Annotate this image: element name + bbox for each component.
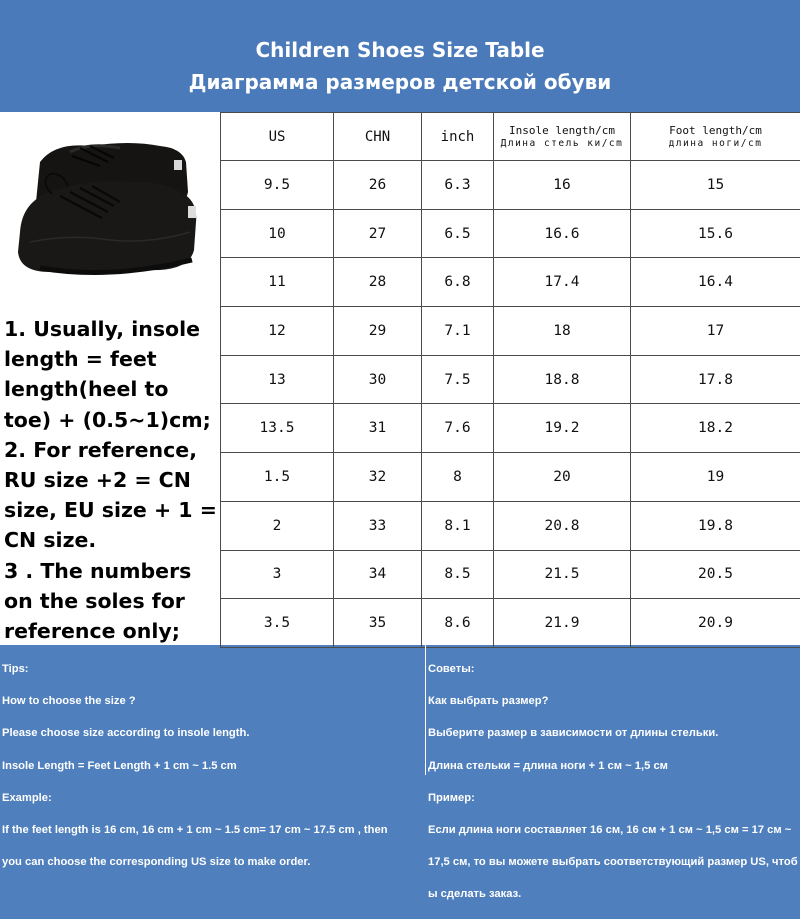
cell-us: 12: [221, 307, 334, 356]
cell-insole: 18: [494, 307, 631, 356]
cell-chn: 26: [334, 161, 422, 210]
cell-foot: 15: [631, 161, 800, 210]
cell-inch: 8.1: [422, 501, 494, 550]
cell-chn: 28: [334, 258, 422, 307]
tips-english: [2, 645, 420, 800]
size-table: [220, 112, 800, 645]
title-russian: Диаграмма размеров детской обуви: [0, 70, 800, 94]
header-inch: inch: [422, 113, 494, 161]
cell-inch: 7.6: [422, 404, 494, 453]
cell-us: 11: [221, 258, 334, 307]
header-us: US: [221, 113, 334, 161]
cell-inch: 8: [422, 453, 494, 502]
header-foot-en: Foot length/cm: [631, 124, 800, 137]
tips-en-line: Please choose size according to insole length.: [2, 725, 420, 741]
cell-insole: 21.5: [494, 550, 631, 599]
cell-inch: 7.1: [422, 307, 494, 356]
table-row: [221, 599, 800, 648]
cell-inch: 8.5: [422, 550, 494, 599]
cell-chn: 27: [334, 209, 422, 258]
cell-inch: 6.5: [422, 209, 494, 258]
table-row: [221, 501, 800, 550]
shoe-image: [10, 122, 210, 282]
cell-insole: 21.9: [494, 599, 631, 648]
tips-en-line: If the feet length is 16 cm, 16 cm + 1 cm ~ 1.5 cm= 17 cm ~ 17.5 cm , then: [2, 822, 420, 838]
cell-chn: 33: [334, 501, 422, 550]
tips-ru-line: Выберите размер в зависимости от длины стельки.: [428, 725, 800, 741]
cell-chn: 35: [334, 599, 422, 648]
table-row: [221, 258, 800, 307]
tips-en-line: Insole Length = Feet Length + 1 cm ~ 1.5 cm: [2, 758, 420, 774]
cell-chn: 30: [334, 355, 422, 404]
cell-us: 2: [221, 501, 334, 550]
cell-foot: 17: [631, 307, 800, 356]
tips-ru-line: 17,5 см, то вы можете выбрать соответствующий размер US, чтоб: [428, 854, 800, 870]
cell-foot: 20.5: [631, 550, 800, 599]
header-foot: [631, 113, 800, 161]
cell-chn: 32: [334, 453, 422, 502]
cell-insole: 18.8: [494, 355, 631, 404]
header-chn: CHN: [334, 113, 422, 161]
cell-inch: 6.8: [422, 258, 494, 307]
tips-en-line: Example:: [2, 790, 420, 806]
header-foot-ru: длина ноги/cm: [631, 137, 800, 150]
tips-russian: [425, 645, 800, 775]
table-row: [221, 404, 800, 453]
cell-us: 3.5: [221, 599, 334, 648]
cell-us: 9.5: [221, 161, 334, 210]
tips-ru-line: Как выбрать размер?: [428, 693, 800, 709]
size-notes: 1. Usually, insole length = feet length(heel to toe) + (0.5~1)cm; 2. For reference, RU size +2 = CN size, EU size + 1 = CN size. 3 . The numbers on the soles for reference only;: [4, 314, 218, 646]
table-header-row: [221, 113, 800, 161]
cell-inch: 8.6: [422, 599, 494, 648]
header-insole: [494, 113, 631, 161]
tips-ru-line: Советы:: [428, 661, 800, 677]
tips-ru-line: Если длина ноги составляет 16 см, 16 см + 1 см ~ 1,5 см = 17 см ~: [428, 822, 800, 838]
cell-us: 10: [221, 209, 334, 258]
tips-ru-line: Длина стельки = длина ноги + 1 см ~ 1,5 см: [428, 758, 800, 774]
cell-foot: 18.2: [631, 404, 800, 453]
cell-chn: 31: [334, 404, 422, 453]
table-row: [221, 453, 800, 502]
cell-insole: 16: [494, 161, 631, 210]
cell-foot: 15.6: [631, 209, 800, 258]
tips-en-line: Tips:: [2, 661, 420, 677]
cell-insole: 16.6: [494, 209, 631, 258]
cell-foot: 20.9: [631, 599, 800, 648]
tips-en-line: How to choose the size ?: [2, 693, 420, 709]
table-row: [221, 550, 800, 599]
cell-insole: 20.8: [494, 501, 631, 550]
header-banner: [0, 0, 800, 112]
cell-insole: 19.2: [494, 404, 631, 453]
cell-inch: 7.5: [422, 355, 494, 404]
cell-foot: 19: [631, 453, 800, 502]
cell-us: 13.5: [221, 404, 334, 453]
tips-ru-line: Пример:: [428, 790, 800, 806]
cell-foot: 19.8: [631, 501, 800, 550]
cell-foot: 16.4: [631, 258, 800, 307]
cell-chn: 34: [334, 550, 422, 599]
cell-foot: 17.8: [631, 355, 800, 404]
header-insole-ru: Длина стель ки/cm: [494, 137, 630, 150]
cell-us: 13: [221, 355, 334, 404]
left-panel: [0, 112, 220, 645]
cell-us: 1.5: [221, 453, 334, 502]
table-row: [221, 209, 800, 258]
table-row: [221, 355, 800, 404]
header-insole-en: Insole length/cm: [494, 124, 630, 137]
cell-us: 3: [221, 550, 334, 599]
tips-en-line: you can choose the corresponding US size to make order.: [2, 854, 420, 870]
title-english: Children Shoes Size Table: [0, 38, 800, 62]
table-row: [221, 307, 800, 356]
cell-inch: 6.3: [422, 161, 494, 210]
table-row: [221, 161, 800, 210]
cell-insole: 20: [494, 453, 631, 502]
cell-chn: 29: [334, 307, 422, 356]
cell-insole: 17.4: [494, 258, 631, 307]
tips-ru-line: ы сделать заказ.: [428, 886, 800, 902]
